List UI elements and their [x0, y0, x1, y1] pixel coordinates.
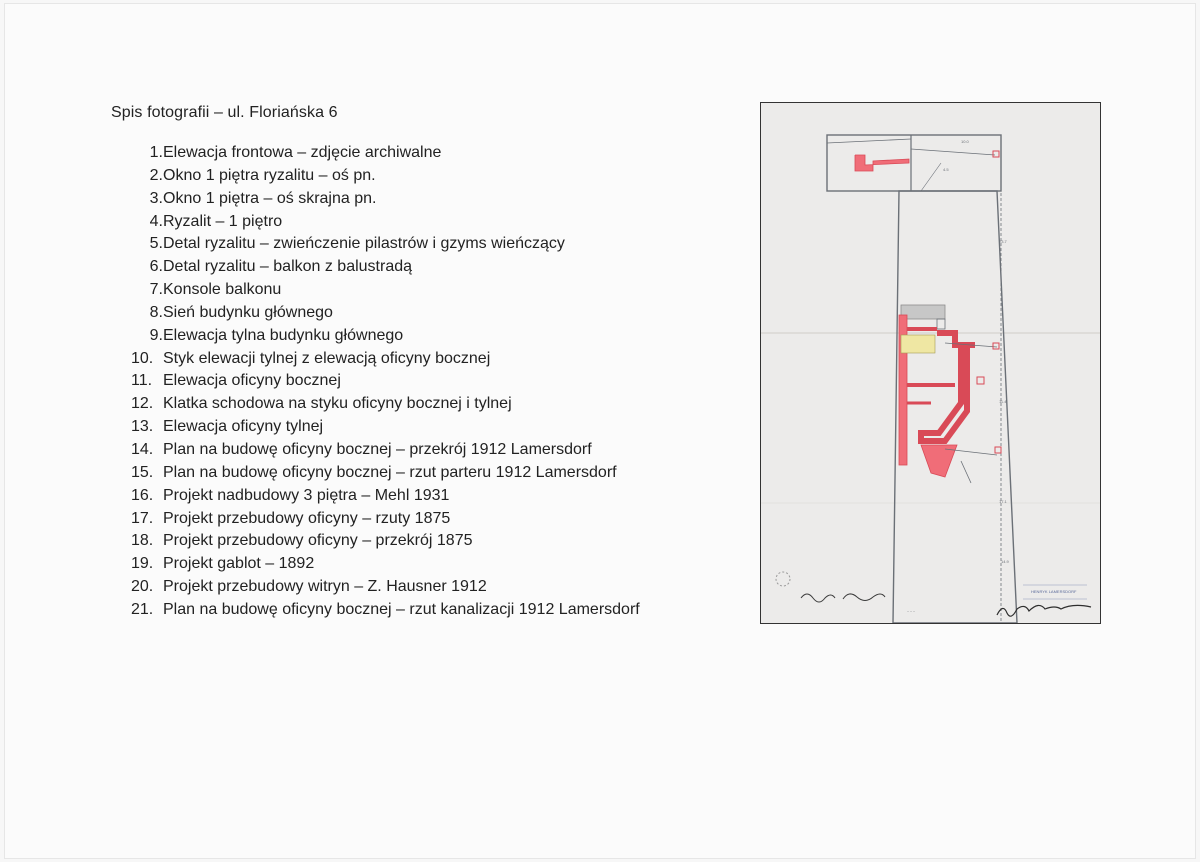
- photo-list-item: [131, 279, 640, 302]
- photo-list-item: [131, 370, 640, 393]
- item-text: Elewacja frontowa – zdjęcie archiwalne: [163, 144, 442, 161]
- item-text: Projekt gablot – 1892: [163, 555, 315, 573]
- item-text: Detal ryzalitu – zwieńczenie pilastrów i gzyms wieńczący: [163, 235, 565, 253]
- item-number: 3.: [149, 189, 163, 207]
- photo-list-item: [131, 393, 640, 416]
- item-text: Okno 1 piętra – oś skrajna pn.: [163, 189, 377, 207]
- item-number: 4.: [149, 212, 163, 230]
- photo-list-item: [131, 142, 640, 165]
- architect-stamp: HENRYK LAMERSDORF: [1031, 589, 1077, 594]
- item-number: 21.: [131, 600, 154, 618]
- site-plan-svg: [761, 103, 1101, 624]
- item-number: 7.: [149, 281, 163, 299]
- item-text: Detal ryzalitu – balkon z balustradą: [163, 258, 413, 276]
- item-text: Klatka schodowa na styku oficyny bocznej i tylnej: [163, 395, 512, 413]
- item-number: 6.: [149, 258, 163, 276]
- item-text: Projekt przebudowy oficyny – przekrój 1875: [163, 532, 473, 550]
- photo-list-item: [131, 508, 640, 531]
- photo-list-item: [131, 599, 640, 622]
- item-text: Elewacja oficyny bocznej: [163, 372, 341, 390]
- item-number: 16.: [131, 486, 154, 504]
- item-number: 10.: [131, 349, 154, 367]
- item-text: Elewacja oficyny tylnej: [163, 418, 324, 436]
- item-number: 20.: [131, 578, 154, 596]
- photo-list-item: [131, 302, 640, 325]
- item-text: Elewacja tylna budynku głównego: [163, 326, 404, 344]
- document-page: [4, 3, 1196, 859]
- item-number: 12.: [131, 395, 154, 413]
- item-text: Sień budynku głównego: [163, 303, 333, 321]
- item-number: 13.: [131, 418, 154, 436]
- item-text: Okno 1 piętra ryzalitu – oś pn.: [163, 166, 376, 184]
- item-number: 11.: [131, 372, 153, 390]
- item-text: Projekt przebudowy witryn – Z. Hausner 1912: [163, 578, 487, 596]
- item-number: 2.: [149, 166, 163, 184]
- item-number: 19.: [131, 555, 154, 573]
- photo-list-item: [131, 416, 640, 439]
- dimension-label: 17.1: [999, 499, 1007, 504]
- photo-list-item: [131, 325, 640, 348]
- item-number: 9.: [149, 326, 163, 344]
- item-number: 18.: [131, 532, 154, 550]
- item-number: 14.: [131, 440, 154, 458]
- item-text: Projekt nadbudowy 3 piętra – Mehl 1931: [163, 486, 450, 504]
- photo-list-item: [131, 530, 640, 553]
- scale-note: ~ ~ ~: [907, 610, 916, 614]
- photo-list-item: [131, 553, 640, 576]
- dimension-label: 14.9: [1001, 559, 1009, 564]
- dimension-label: 4.5: [943, 167, 949, 172]
- item-text: Plan na budowę oficyny bocznej – rzut kanalizacji 1912 Lamersdorf: [163, 600, 640, 618]
- photo-list-item: [131, 439, 640, 462]
- site-plan-drawing: [760, 102, 1101, 624]
- plan-block-yellow: [901, 335, 935, 353]
- item-number: 15.: [131, 463, 154, 481]
- dimension-label: 11.4: [999, 399, 1007, 404]
- plan-block-gray: [901, 305, 945, 319]
- photo-list-item: [131, 233, 640, 256]
- item-text: Konsole balkonu: [163, 281, 282, 299]
- item-text: Projekt przebudowy oficyny – rzuty 1875: [163, 509, 451, 527]
- drawing-paper: [761, 103, 1101, 624]
- photo-list-item: [131, 462, 640, 485]
- item-number: 1.: [149, 144, 163, 161]
- item-number: 8.: [149, 303, 163, 321]
- item-text: Plan na budowę oficyny bocznej – rzut parteru 1912 Lamersdorf: [163, 463, 617, 481]
- dimension-label: 23.7: [999, 239, 1007, 244]
- item-text: Ryzalit – 1 piętro: [163, 212, 283, 230]
- photo-list-item: [131, 485, 640, 508]
- item-text: Styk elewacji tylnej z elewacją oficyny bocznej: [163, 349, 491, 367]
- photo-list-item: [131, 348, 640, 371]
- photo-list-item: [131, 576, 640, 599]
- dimension-label: 10.0: [961, 139, 969, 144]
- photo-list: [131, 142, 640, 622]
- item-number: 17.: [131, 509, 154, 527]
- photo-list-item: [131, 211, 640, 234]
- item-number: 5.: [149, 235, 163, 253]
- item-text: Plan na budowę oficyny bocznej – przekrój 1912 Lamersdorf: [163, 440, 592, 458]
- page-title: Spis fotografii – ul. Floriańska 6: [111, 104, 338, 121]
- photo-list-item: [131, 165, 640, 188]
- photo-list-item: [131, 188, 640, 211]
- photo-list-item: [131, 256, 640, 279]
